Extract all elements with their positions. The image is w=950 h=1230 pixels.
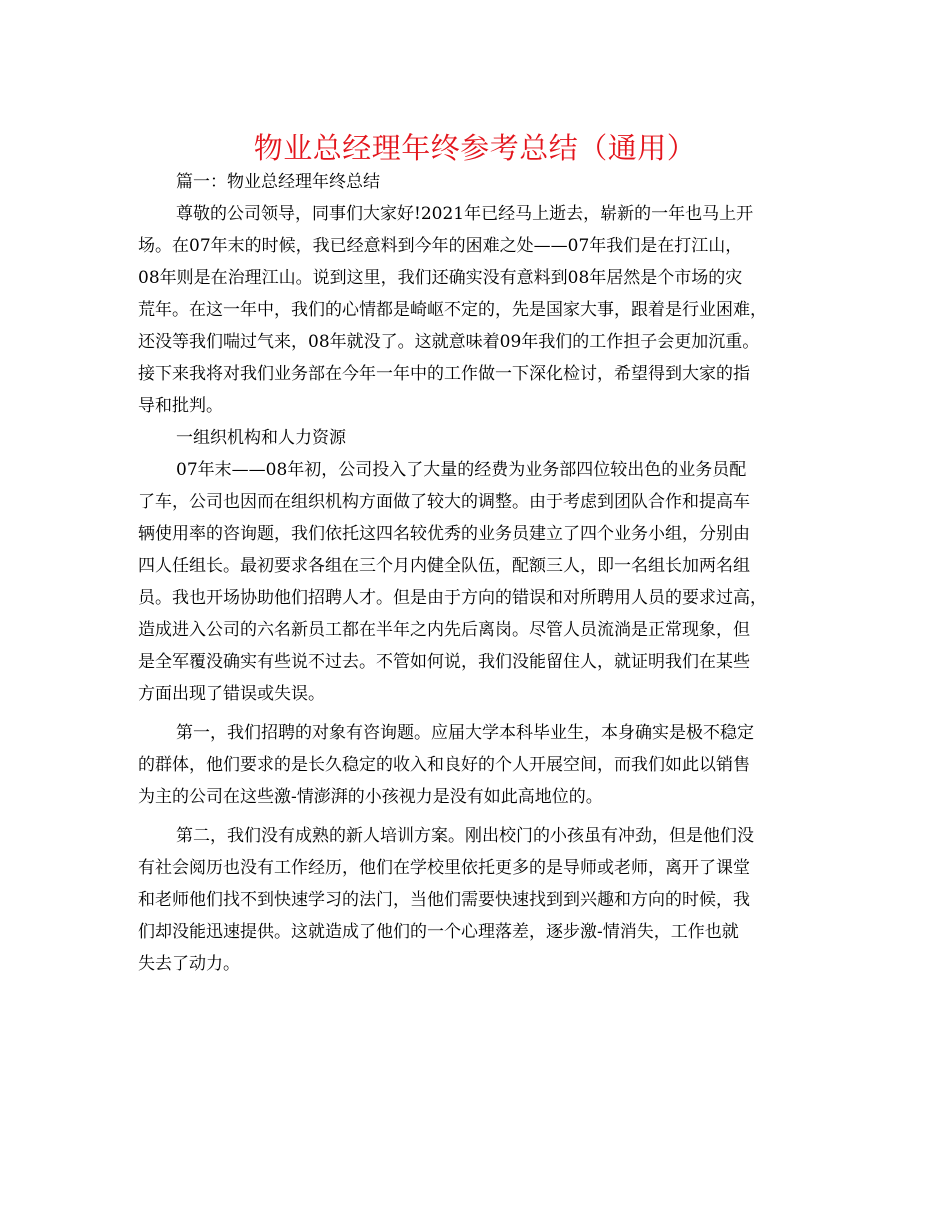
- document-body: [138, 166, 822, 980]
- paragraph-line: 的群体，他们要求的是长久稳定的收入和良好的个人开展空间，而我们如此以销售: [138, 755, 750, 775]
- paragraph-line: 07年末——08年初，公司投入了大量的经费为业务部四位较出色的业务员配: [176, 460, 747, 480]
- paragraph-line: 是全军覆没确实有些说不过去。不管如何说，我们没能留住人，就证明我们在某些: [138, 652, 750, 672]
- paragraph-line: 接下来我将对我们业务部在今年一年中的工作做一下深化检讨，希望得到大家的指: [138, 364, 750, 384]
- paragraph-line: 有社会阅历也没有工作经历，他们在学校里依托更多的是导师或老师，离开了课堂: [138, 858, 750, 878]
- paragraph-line: 造成进入公司的六名新员工都在半年之内先后离岗。尽管人员流淌是正常现象，但: [138, 620, 750, 640]
- section-heading: 一组织机构和人力资源: [176, 428, 346, 448]
- document-title: 物业总经理年终参考总结（通用）: [253, 131, 697, 165]
- paragraph-line: 员。我也开场协助他们招聘人才。但是由于方向的错误和对所聘用人员的要求过高，: [138, 588, 767, 608]
- paragraph-line: 方面出现了错误或失误。: [138, 684, 325, 704]
- section-heading: 篇一：物业总经理年终总结: [176, 172, 380, 192]
- paragraph-line: 了车，公司也因而在组织机构方面做了较大的调整。由于考虑到团队合作和提高车: [138, 492, 750, 512]
- paragraph-line: 还没等我们喘过气来，08年就没了。这就意味着09年我们的工作担子会更加沉重。: [138, 332, 760, 352]
- paragraph-line: 们却没能迅速提供。这就造成了他们的一个心理落差，逐步激-情消失，工作也就: [138, 922, 739, 942]
- paragraph-line: 失去了动力。: [138, 954, 240, 974]
- paragraph-line: 尊敬的公司领导，同事们大家好!2021年已经马上逝去，崭新的一年也马上开: [176, 204, 754, 224]
- paragraph-line: 和老师他们找不到快速学习的法门，当他们需要快速找到到兴趣和方向的时候，我: [138, 890, 750, 910]
- paragraph-line: 场。在07年末的时候，我已经意料到今年的困难之处——07年我们是在打江山，: [138, 236, 743, 256]
- paragraph-line: 辆使用率的咨询题，我们依托这四名较优秀的业务员建立了四个业务小组，分别由: [138, 524, 750, 544]
- paragraph-line: 导和批判。: [138, 396, 223, 416]
- paragraph-line: 荒年。在这一年中，我们的心情都是崎岖不定的，先是国家大事，跟着是行业困难，: [138, 300, 767, 320]
- paragraph-line: 第一，我们招聘的对象有咨询题。应届大学本科毕业生，本身确实是极不稳定: [176, 723, 754, 743]
- paragraph-line: 四人任组长。最初要求各组在三个月内健全队伍，配额三人，即一名组长加两名组: [138, 556, 750, 576]
- paragraph-line: 第二，我们没有成熟的新人培训方案。刚出校门的小孩虽有冲劲，但是他们没: [176, 826, 754, 846]
- paragraph-line: 08年则是在治理江山。说到这里，我们还确实没有意料到08年居然是个市场的灾: [138, 268, 743, 288]
- paragraph-line: 为主的公司在这些激-情澎湃的小孩视力是没有如此高地位的。: [138, 787, 603, 807]
